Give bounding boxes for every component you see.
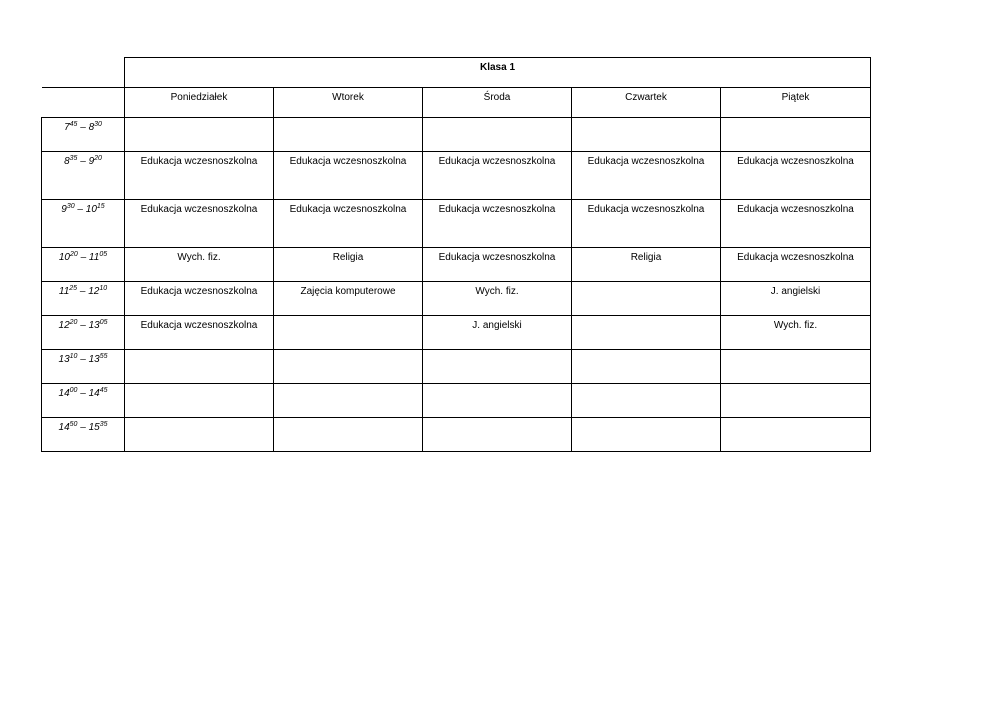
lesson-cell-thursday: [572, 418, 721, 452]
end-minutes: 45: [99, 387, 108, 394]
lesson-label: Edukacja wczesnoszkolna: [140, 204, 258, 215]
lesson-label: Edukacja wczesnoszkolna: [737, 204, 854, 215]
lesson-cell-tuesday: [274, 248, 423, 282]
lesson-cell-friday: [721, 248, 871, 282]
lesson-label: Edukacja wczesnoszkolna: [737, 156, 854, 167]
time-slot: [42, 418, 125, 452]
lesson-cell-thursday: [572, 316, 721, 350]
end-minutes: 05: [99, 251, 108, 258]
lesson-cell-tuesday: [274, 350, 423, 384]
end-minutes: 30: [94, 121, 102, 128]
end-hour: 12: [88, 286, 100, 297]
title-row: [42, 58, 871, 88]
lesson-label: Edukacja wczesnoszkolna: [289, 204, 407, 215]
corner-cell: [42, 88, 125, 118]
time-separator: –: [77, 122, 89, 133]
lesson-cell-friday: [721, 200, 871, 248]
lesson-cell-thursday: [572, 384, 721, 418]
lesson-label: Religia: [630, 252, 662, 263]
table-row: [42, 384, 871, 418]
day-header-friday: Piątek: [721, 88, 871, 118]
lesson-cell-friday: [721, 418, 871, 452]
lesson-cell-monday: [125, 418, 274, 452]
lesson-label: Edukacja wczesnoszkolna: [140, 286, 258, 297]
end-hour: 9: [88, 156, 95, 167]
time-slot: [42, 248, 125, 282]
time-separator: –: [77, 422, 89, 433]
end-minutes: 55: [99, 353, 108, 360]
time-separator: –: [74, 204, 86, 215]
end-hour: 13: [88, 354, 100, 365]
table-row: [42, 248, 871, 282]
lesson-cell-monday: [125, 350, 274, 384]
lesson-cell-wednesday: [423, 350, 572, 384]
time-slot: [42, 152, 125, 200]
class-title: Klasa 1: [125, 58, 871, 88]
end-hour: 14: [88, 388, 100, 399]
start-minutes: 45: [69, 121, 78, 128]
lesson-label: Edukacja wczesnoszkolna: [289, 156, 407, 167]
lesson-label: Wych. fiz.: [773, 320, 818, 331]
lesson-cell-wednesday: [423, 316, 572, 350]
table-row: [42, 118, 871, 152]
lesson-cell-thursday: [572, 118, 721, 152]
end-minutes: 10: [99, 285, 108, 292]
start-hour: 10: [58, 252, 70, 263]
lesson-cell-wednesday: [423, 384, 572, 418]
lesson-cell-wednesday: [423, 152, 572, 200]
end-minutes: 20: [94, 155, 102, 162]
time-slot: [42, 350, 125, 384]
end-hour: 13: [88, 320, 100, 331]
lesson-cell-friday: [721, 282, 871, 316]
day-header-tuesday: Wtorek: [274, 88, 423, 118]
timetable-sheet: [41, 57, 870, 452]
table-row: [42, 316, 871, 350]
lesson-cell-tuesday: [274, 118, 423, 152]
table-row: [42, 350, 871, 384]
start-minutes: 35: [69, 155, 78, 162]
start-hour: 13: [58, 354, 70, 365]
start-minutes: 10: [69, 353, 78, 360]
time-slot: [42, 282, 125, 316]
lesson-cell-thursday: [572, 282, 721, 316]
lesson-cell-monday: [125, 118, 274, 152]
start-minutes: 30: [66, 203, 75, 210]
lesson-cell-wednesday: [423, 200, 572, 248]
lesson-label: Edukacja wczesnoszkolna: [737, 252, 854, 263]
lesson-label: Edukacja wczesnoszkolna: [438, 156, 556, 167]
lesson-cell-tuesday: [274, 418, 423, 452]
time-slot: [42, 384, 125, 418]
start-hour: 8: [64, 156, 70, 167]
lesson-cell-tuesday: [274, 384, 423, 418]
lesson-cell-tuesday: [274, 316, 423, 350]
lesson-label: Edukacja wczesnoszkolna: [438, 204, 556, 215]
time-separator: –: [77, 156, 89, 167]
time-separator: –: [77, 320, 89, 331]
lesson-cell-thursday: [572, 248, 721, 282]
lesson-cell-wednesday: [423, 118, 572, 152]
start-hour: 11: [58, 286, 70, 297]
lesson-cell-thursday: [572, 350, 721, 384]
table-row: [42, 200, 871, 248]
end-minutes: 35: [99, 421, 108, 428]
table-row: [42, 282, 871, 316]
lesson-cell-thursday: [572, 152, 721, 200]
end-minutes: 05: [99, 319, 108, 326]
corner-cell: [42, 58, 125, 88]
time-slot: [42, 316, 125, 350]
lesson-cell-wednesday: [423, 248, 572, 282]
lesson-label: J. angielski: [770, 286, 821, 297]
start-hour: 14: [58, 422, 70, 433]
start-minutes: 25: [69, 285, 78, 292]
end-hour: 11: [88, 252, 100, 263]
lesson-label: Wych. fiz.: [475, 286, 519, 297]
lesson-label: Wych. fiz.: [177, 252, 221, 263]
lesson-cell-monday: [125, 200, 274, 248]
lesson-label: Edukacja wczesnoszkolna: [587, 156, 705, 167]
start-minutes: 20: [69, 319, 78, 326]
day-header-thursday: Czwartek: [572, 88, 721, 118]
lesson-cell-monday: [125, 384, 274, 418]
start-hour: 14: [58, 388, 70, 399]
end-hour: 15: [88, 422, 100, 433]
end-hour: 8: [88, 122, 95, 133]
lesson-cell-friday: [721, 118, 871, 152]
days-row: [42, 88, 871, 118]
day-header-wednesday: Środa: [423, 88, 572, 118]
lesson-cell-friday: [721, 350, 871, 384]
start-hour: 7: [64, 122, 70, 133]
end-hour: 10: [85, 204, 97, 215]
end-minutes: 15: [96, 203, 105, 210]
lesson-cell-monday: [125, 282, 274, 316]
lesson-cell-friday: [721, 316, 871, 350]
lesson-label: Edukacja wczesnoszkolna: [140, 156, 258, 167]
lesson-label: Zajęcia komputerowe: [300, 286, 396, 297]
time-slot: [42, 118, 125, 152]
lesson-cell-friday: [721, 152, 871, 200]
lesson-label: Edukacja wczesnoszkolna: [438, 252, 556, 263]
time-separator: –: [77, 388, 89, 399]
lesson-cell-friday: [721, 384, 871, 418]
start-hour: 9: [61, 204, 67, 215]
timetable: [41, 57, 871, 452]
lesson-label: Edukacja wczesnoszkolna: [587, 204, 705, 215]
time-separator: –: [77, 354, 89, 365]
table-row: [42, 418, 871, 452]
lesson-cell-thursday: [572, 200, 721, 248]
time-separator: –: [77, 286, 89, 297]
start-minutes: 20: [70, 251, 78, 258]
lesson-cell-wednesday: [423, 418, 572, 452]
lesson-label: Edukacja wczesnoszkolna: [140, 320, 258, 331]
lesson-cell-tuesday: [274, 282, 423, 316]
lesson-cell-tuesday: [274, 200, 423, 248]
lesson-label: Religia: [332, 252, 364, 263]
lesson-cell-monday: [125, 248, 274, 282]
start-minutes: 50: [69, 421, 78, 428]
lesson-cell-wednesday: [423, 282, 572, 316]
start-minutes: 00: [69, 387, 78, 394]
lesson-cell-monday: [125, 152, 274, 200]
lesson-cell-tuesday: [274, 152, 423, 200]
lesson-cell-monday: [125, 316, 274, 350]
time-slot: [42, 200, 125, 248]
start-hour: 12: [58, 320, 70, 331]
lesson-label: J. angielski: [472, 320, 522, 331]
day-header-monday: Poniedziałek: [125, 88, 274, 118]
table-row: [42, 152, 871, 200]
time-separator: –: [77, 252, 89, 263]
